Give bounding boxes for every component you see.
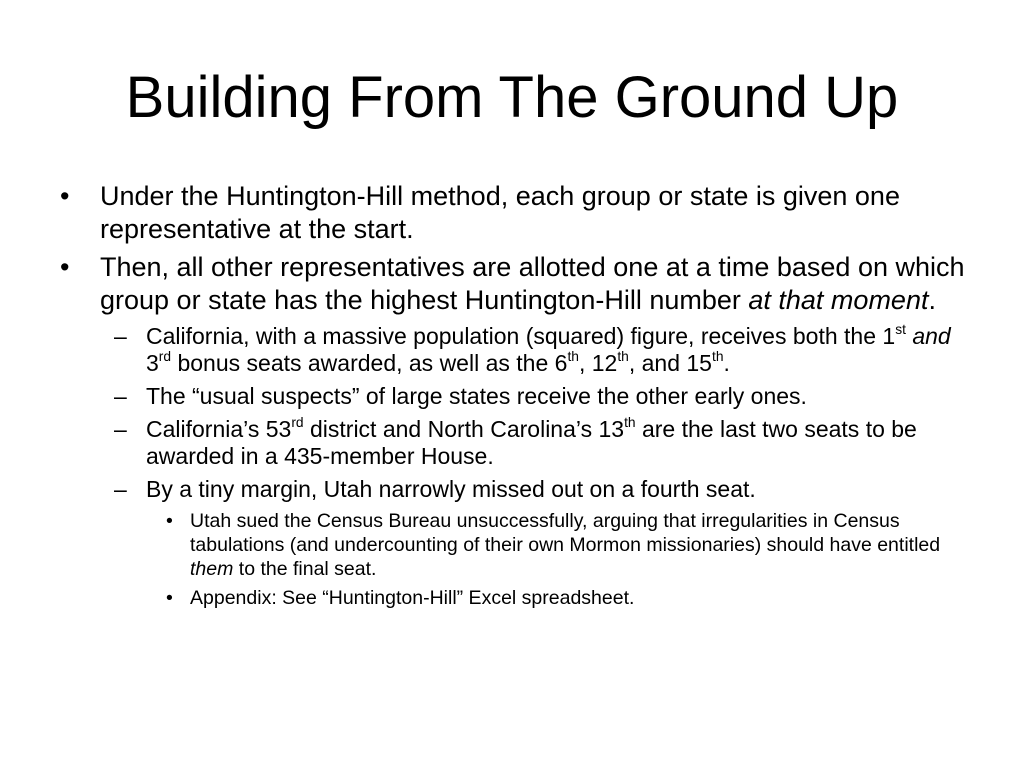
emphasis-text: at that moment [748,285,929,315]
emphasis-text: them [190,558,234,580]
emphasis-text: and [912,323,951,349]
bullet-text: California’s 53 [146,416,292,442]
ordinal-suffix: th [624,414,636,430]
bullet-text: bonus seats awarded, as well as the 6 [171,350,568,376]
ordinal-suffix: rd [158,348,172,364]
bullet-level2 [114,321,966,377]
bullet-text: Then, all other representatives are allotted one at a time based on which group or state has the highest Huntington-Hill number [100,252,965,315]
bullet-text: Utah sued the Census Bureau unsuccessfully, arguing that irregularities in Census tabulations (and undercounting of their own Mormon missionaries) should have entitled [190,510,941,556]
slide-body [0,180,1000,615]
bullet-text: , and 15 [628,350,712,376]
ordinal-suffix: th [617,348,629,364]
bullet-marker: • [166,510,173,532]
bullet-level1 [60,251,965,317]
bullet-text: By a tiny margin, Utah narrowly missed out on a fourth seat. [146,476,756,502]
bullet-text: Under the Huntington-Hill method, each group or state is given one representative at the start. [100,181,900,244]
bullet-text: Appendix: See “Huntington-Hill” Excel spreadsheet. [190,587,635,609]
bullet-level2 [114,414,966,470]
bullet-level1 [60,180,965,246]
dash-marker: – [114,383,127,409]
bullet-marker: • [60,252,70,282]
bullet-level2 [114,383,966,410]
bullet-level3 [166,586,970,610]
dash-marker: – [114,323,127,349]
ordinal-suffix: rd [291,414,304,430]
bullet-text: . [723,350,730,376]
bullet-level2 [114,476,966,503]
bullet-level3 [166,509,970,581]
bullet-text: . [928,285,936,315]
bullet-text: The “usual suspects” of large states receive the other early ones. [146,383,807,409]
bullet-text: to the final seat. [233,558,377,580]
bullet-text: , 12 [578,350,618,376]
bullet-text: district and North Carolina’s 13 [303,416,625,442]
bullet-marker: • [60,181,70,211]
dash-marker: – [114,416,127,442]
ordinal-suffix: st [895,321,906,337]
slide-title: Building From The Ground Up [125,65,899,130]
dash-marker: – [114,476,127,502]
bullet-text: 3 [146,350,159,376]
bullet-text: are the last two seats to be awarded in a 435-member House. [146,416,917,469]
bullet-text: California, with a massive population (squared) figure, receives both the 1 [146,323,896,349]
ordinal-suffix: th [711,348,724,364]
ordinal-suffix: th [567,348,579,364]
bullet-marker: • [166,587,173,609]
